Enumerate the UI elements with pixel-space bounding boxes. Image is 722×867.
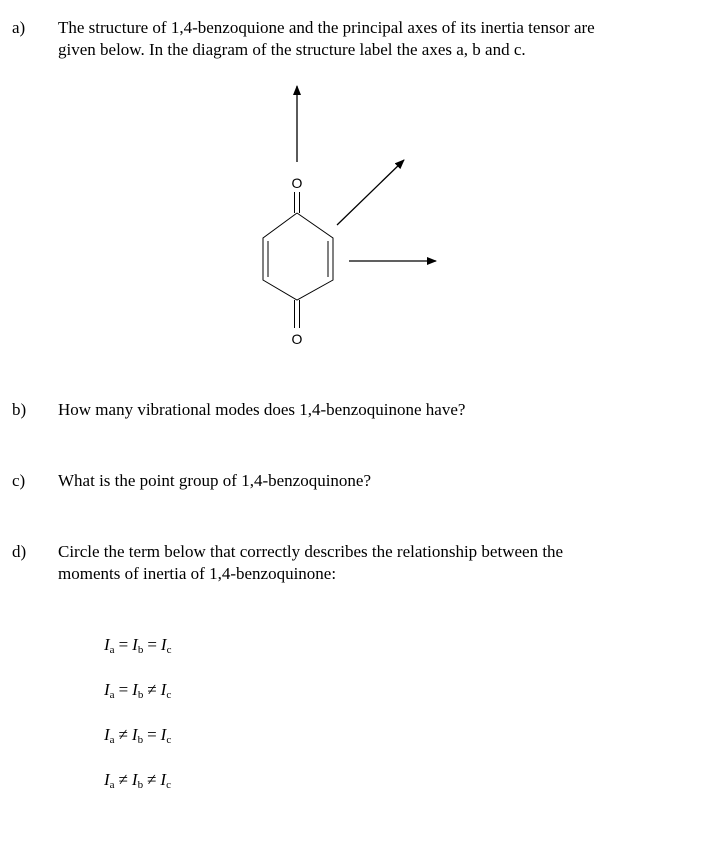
question-d-text [58, 541, 698, 585]
question-b-letter: b) [12, 400, 27, 419]
question-c-letter: c) [12, 471, 26, 490]
question-a-line1: The structure of 1,4-benzoquione and the principal axes of its inertia tensor are [58, 18, 595, 37]
question-d-line1: Circle the term below that correctly describes the relationship between the [58, 542, 564, 561]
axis-diagonal-arrow [337, 160, 404, 225]
option-4[interactable]: $I_a \ne I_b \ne I_c$ [104, 770, 171, 791]
question-b-text: How many vibrational modes does 1,4-benzoquinone have? [58, 400, 466, 419]
oxygen-atom-top: O [291, 175, 303, 191]
question-d-line2: moments of inertia of 1,4-benzoquinone: [58, 564, 337, 583]
option-2[interactable]: $I_a = I_b \ne I_c$ [104, 680, 172, 701]
benzoquinone-ring [263, 213, 333, 300]
benzoquinone-structure-diagram [220, 78, 460, 363]
option-3[interactable]: $I_a \ne I_b = I_c$ [104, 725, 172, 746]
question-d-letter: d) [12, 542, 27, 561]
option-1[interactable]: $I_a = I_b = I_c$ [104, 635, 172, 656]
question-a-line2: given below. In the diagram of the structure label the axes a, b and c. [58, 40, 526, 59]
question-c-text: What is the point group of 1,4-benzoquinone? [58, 471, 372, 490]
question-a-text [58, 17, 698, 61]
oxygen-atom-bottom: O [291, 331, 303, 347]
question-a-letter: a) [12, 18, 26, 37]
